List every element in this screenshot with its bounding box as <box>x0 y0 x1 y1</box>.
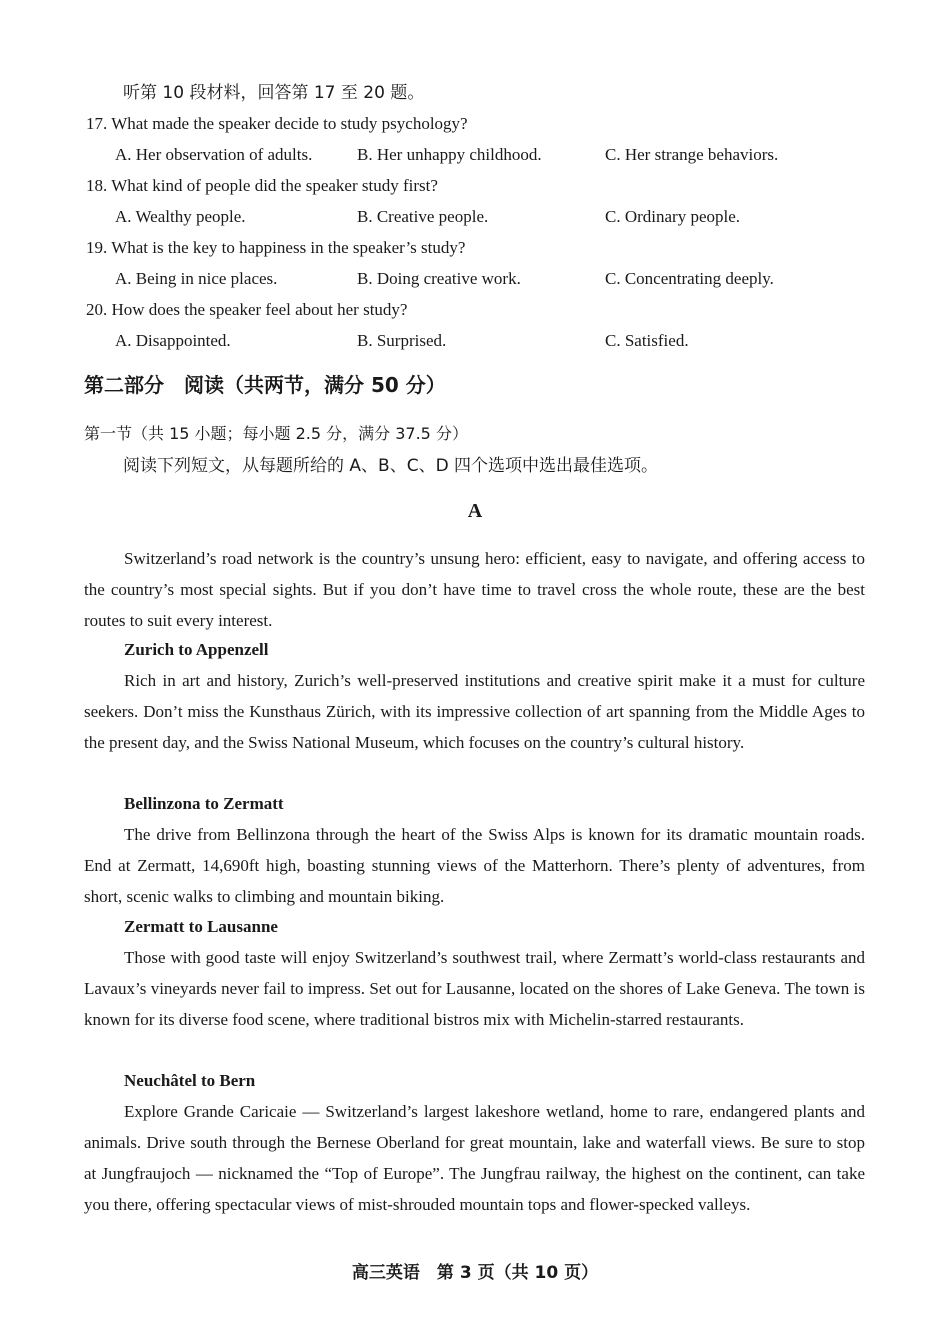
route-heading-neuchatel: Neuchâtel to Bern <box>124 1071 256 1090</box>
part-two-title: 第二部分 阅读（共两节，满分 50 分） <box>84 373 446 397</box>
question-17: 17. What made the speaker decide to study psychology? <box>86 114 468 133</box>
q20-option-c: C. Satisfied. <box>605 331 689 350</box>
q18-option-b: B. Creative people. <box>357 207 489 226</box>
listening-instruction: 听第 10 段材料，回答第 17 至 20 题。 <box>123 83 425 103</box>
passage-label: A <box>467 500 483 522</box>
q18-option-c: C. Ordinary people. <box>605 207 741 226</box>
route-text-bellinzona: The drive from Bellinzona through the heart of the Swiss Alps is known for its dramatic mountain roads. End at Zermatt, 14,690ft high, boasting stunning views of the Matterhorn. There’s plenty of adventures, from short, scenic walks to climbing and mountain biking. <box>84 825 865 906</box>
section-one-title: 第一节（共 15 小题；每小题 2.5 分，满分 37.5 分） <box>84 424 468 443</box>
route-text-zermatt: Those with good taste will enjoy Switzerland’s southwest trail, where Zermatt’s world-class restaurants and Lavaux’s vineyards never fail to impress. Set out for Lausanne, located on the shores of Lake Geneva. The town is known for its diverse food scene, where traditional bistros mix with Michelin-starred restaurants. <box>84 948 865 1029</box>
q18-option-a: A. Wealthy people. <box>115 207 246 226</box>
question-18: 18. What kind of people did the speaker study first? <box>86 176 438 195</box>
reading-directions: 阅读下列短文，从每题所给的 A、B、C、D 四个选项中选出最佳选项。 <box>123 456 659 476</box>
page-footer: 高三英语 第 3 页（共 10 页） <box>351 1263 599 1283</box>
route-text-zurich: Rich in art and history, Zurich’s well-preserved institutions and creative spirit make it a must for culture seekers. Don’t miss the Kunsthaus Zürich, with its impressive collection of art spanning from the Middle Ages to the present day, and the Swiss National Museum, which focuses on the country’s cultural history. <box>84 671 865 752</box>
route-text-neuchatel: Explore Grande Caricaie — Switzerland’s largest lakeshore wetland, home to rare, endangered plants and animals. Drive south through the Bernese Oberland for great mountain, lake and waterfall views. Be sure to stop at Jungfraujoch — nicknamed the “Top of Europe”. The Jungfrau railway, the highest on the continent, can take you there, offering spectacular views of mist-shrouded mountain tops and flower-specked valleys. <box>84 1102 865 1214</box>
q19-option-a: A. Being in nice places. <box>115 269 278 288</box>
q20-option-a: A. Disappointed. <box>115 331 231 350</box>
question-20: 20. How does the speaker feel about her study? <box>86 300 408 319</box>
q20-option-b: B. Surprised. <box>357 331 447 350</box>
q19-option-c: C. Concentrating deeply. <box>605 269 774 288</box>
route-heading-zermatt: Zermatt to Lausanne <box>124 917 278 936</box>
passage-intro: Switzerland’s road network is the country’s unsung hero: efficient, easy to navigate, and offering access to the country’s most special sights. But if you don’t have time to travel cross the whole route, these are the best routes to suit every interest. <box>84 549 865 630</box>
route-heading-bellinzona: Bellinzona to Zermatt <box>124 794 284 813</box>
q17-option-c: C. Her strange behaviors. <box>605 145 779 164</box>
question-19: 19. What is the key to happiness in the speaker’s study? <box>86 238 466 257</box>
q17-option-b: B. Her unhappy childhood. <box>357 145 542 164</box>
route-heading-zurich: Zurich to Appenzell <box>124 640 269 659</box>
q17-option-a: A. Her observation of adults. <box>115 145 313 164</box>
q19-option-b: B. Doing creative work. <box>357 269 521 288</box>
